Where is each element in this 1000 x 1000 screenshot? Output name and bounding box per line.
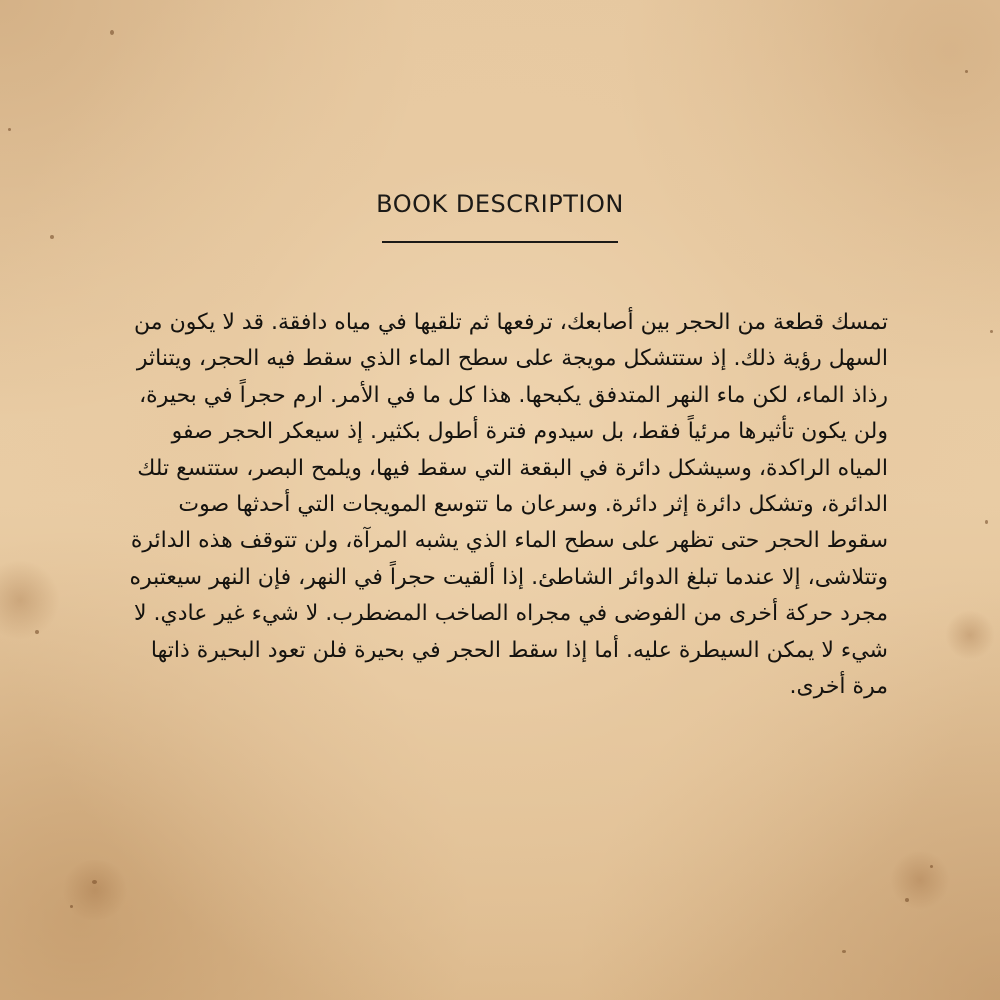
paper-stain — [60, 860, 130, 920]
paper-speck — [965, 70, 968, 73]
paper-speck — [990, 330, 993, 333]
paper-stain — [945, 610, 995, 660]
paper-speck — [50, 235, 54, 239]
paper-stain — [0, 560, 60, 640]
paper-speck — [985, 520, 988, 524]
paper-speck — [842, 950, 846, 953]
title-underline — [382, 241, 618, 243]
paper-stain — [890, 850, 950, 910]
paper-speck — [8, 128, 11, 131]
page-title: BOOK DESCRIPTION — [376, 190, 624, 218]
paper-speck — [110, 30, 114, 35]
book-description-text: تمسك قطعة من الحجر بين أصابعك، ترفعها ثم تلقيها في مياه دافقة. قد لا يكون من السهل رؤية ذلك. إذ ستتشكل مويجة على سطح الماء الذي سقط فيه الحجر، ويتناثر رذاذ الماء، لكن ماء النهر المتدفق يكبحها. هذا كل ما في الأمر. ارم حجراً في بحيرة، ولن يكون تأثيرها مرئياً فقط، بل سيدوم فترة أطول بكثير. إذ سيعكر الحجر صفو المياه الراكدة، وسيشكل دائرة في البقعة التي سقط فيها، ويلمح البصر، ستتسع تلك الدائرة، وتشكل دائرة إثر دائرة. وسرعان ما تتوسع المويجات التي أحدثها صوت سقوط الحجر حتى تظهر على سطح الماء الذي يشبه المرآة، ولن تتوقف هذه الدائرة وتتلاشى، إلا عندما تبلغ الدوائر الشاطئ. إذا ألقيت حجراً في النهر، فإن النهر سيعتبره مجرد حركة أخرى من الفوضى في مجراه الصاخب المضطرب. لا شيء غير عادي. لا شيء لا يمكن السيطرة عليه. أما إذا سقط الحجر في بحيرة فلن تعود البحيرة ذاتها مرة أخرى. — [129, 310, 888, 700]
